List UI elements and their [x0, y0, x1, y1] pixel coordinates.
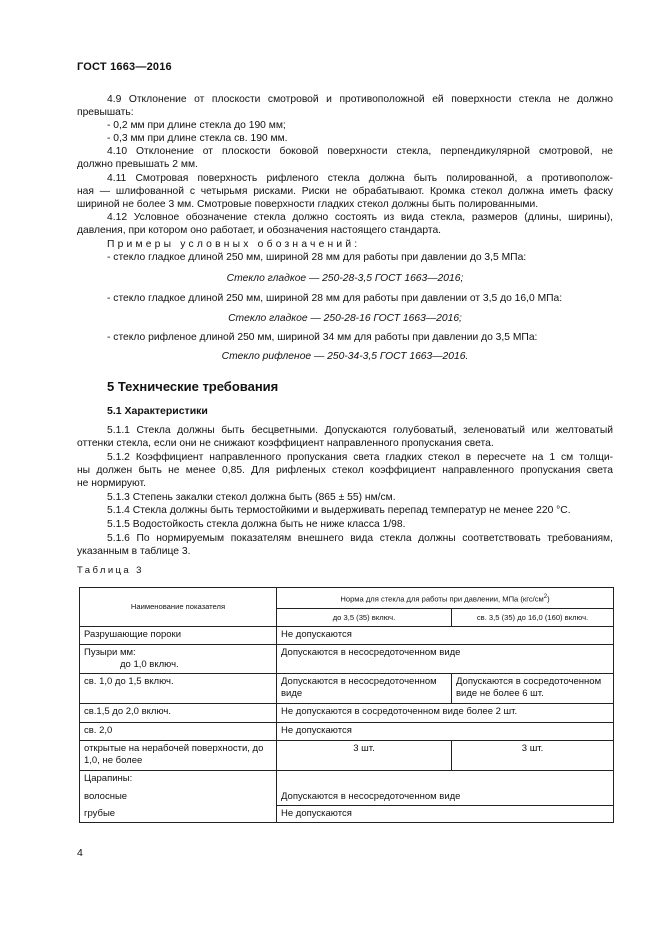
clause-5-1-1-line-2: оттенки стекла, если они не снижают коэффициент направленного пропускания света.: [77, 438, 494, 449]
table-row: [80, 674, 614, 704]
example-3-designation: Стекло рифленое — 250-34-3,5 ГОСТ 1663—2016.: [221, 351, 469, 362]
example-1-text: - стекло гладкое длиной 250 мм, шириной 28 мм для работы при давлении до 3,5 МПа:: [107, 252, 527, 263]
clause-5-1-1-line-1: 5.1.1 Стекла должны быть бесцветными. Допускаются голубоватый, зеленоватый или желтоватый: [107, 425, 613, 436]
clause-4-9-line-2: превышать:: [77, 107, 134, 118]
table-row: [80, 787, 614, 806]
table-row: [80, 723, 614, 741]
cell-bubbles-1-to-1-5-value-low: Допускаются в несосредоточенном виде: [277, 674, 452, 704]
example-3-text: - стекло рифленое длиной 250 мм, шириной 34 мм для работы при давлении до 3,5 МПа:: [107, 332, 538, 343]
example-1-designation: Стекло гладкое — 250-28-3,5 ГОСТ 1663—2016;: [226, 273, 464, 284]
clause-4-11-line-1: 4.11 Смотровая поверхность рифленого стекла должна быть полированной, а противополож-: [107, 173, 613, 184]
cell-bubbles-over-2: св. 2,0: [80, 723, 277, 741]
cell-bubbles-title: Пузыри мм:: [84, 647, 136, 658]
table-row: [80, 771, 614, 788]
cell-bubbles-up-to-1-value: Допускаются в несосредоточенном виде: [277, 645, 614, 674]
header-norm: [277, 588, 614, 609]
table-row: [80, 806, 614, 823]
clause-4-12-line-2: давления, при котором оно работает, и обозначения настоящего стандарта.: [77, 225, 442, 236]
table-row: [80, 704, 614, 723]
clause-5-1-6-line-1: 5.1.6 По нормируемым показателям внешнего вида стекла должны соответствовать требованиям,: [107, 533, 613, 544]
clause-4-10-line-1: 4.10 Отклонение от плоскости боковой поверхности стекла, перпендикулярной смотровой, не: [107, 146, 613, 157]
cell-coarse-scratches: грубые: [80, 806, 277, 823]
cell-hairline-scratches-value: Допускаются в несосредоточенном виде: [277, 787, 614, 806]
clause-5-1-2-line-3: не нормируют.: [77, 478, 146, 489]
document-code-header: ГОСТ 1663—2016: [77, 61, 172, 73]
cell-bubbles-1-5-to-2: св.1,5 до 2,0 включ.: [80, 704, 277, 723]
clause-4-9-item-2: - 0,3 мм при длине стекла св. 190 мм.: [107, 133, 288, 144]
header-norm-end: ): [547, 594, 550, 604]
cell-scratches-value: [277, 771, 614, 788]
subsection-5-1-title: 5.1 Характеристики: [107, 405, 208, 417]
cell-scratches: Царапины:: [80, 771, 277, 788]
cell-destructive-defects-value: Не допускаются: [277, 627, 614, 645]
clause-4-12-line-1: 4.12 Условное обозначение стекла должно состоять из вида стекла, размеров (длины, ширины),: [107, 212, 613, 223]
cell-bubbles-1-to-1-5: св. 1,0 до 1,5 включ.: [80, 674, 277, 704]
clause-4-10-line-2: должно превышать 2 мм.: [77, 159, 198, 170]
header-col-3-5-to-16: св. 3,5 (35) до 16,0 (160) включ.: [452, 609, 614, 627]
example-2-text: - стекло гладкое длиной 250 мм, шириной 28 мм для работы при давлении от 3,5 до 16,0 МПа:: [107, 293, 563, 304]
clause-4-9-item-1: - 0,2 мм при длине стекла до 190 мм;: [107, 120, 286, 131]
cell-bubbles-1-5-to-2-value: Не допускаются в сосредоточенном виде более 2 шт.: [277, 704, 614, 723]
cell-open-bubbles-value-high: 3 шт.: [452, 741, 614, 771]
clause-4-11-line-2: ная — шлифованной с четырьмя рисками. Риски не обрабатывают. Кромка стекол должна иметь фаску: [77, 186, 613, 197]
cell-bubbles-up-to-1: до 1,0 включ.: [120, 659, 179, 670]
clause-4-9-line-1: 4.9 Отклонение от плоскости смотровой и противоположной ей поверхности стекла не должно: [107, 94, 613, 105]
cell-destructive-defects: Разрушающие пороки: [80, 627, 277, 645]
table-row: [80, 645, 614, 674]
page-number: 4: [77, 847, 83, 859]
cell-bubbles-over-2-value: Не допускаются: [277, 723, 614, 741]
header-norm-sup: 2: [543, 593, 548, 600]
examples-heading: Примеры условных обозначений:: [107, 239, 361, 250]
clause-5-1-3: 5.1.3 Степень закалки стекол должна быть (865 ± 55) нм/см.: [107, 492, 396, 503]
cell-open-bubbles-value-low: 3 шт.: [277, 741, 452, 771]
cell-hairline-scratches: волосные: [80, 787, 277, 806]
cell-coarse-scratches-value: Не допускаются: [277, 806, 614, 823]
example-2-designation: Стекло гладкое — 250-28-16 ГОСТ 1663—2016;: [228, 313, 462, 324]
clause-5-1-4: 5.1.4 Стекла должны быть термостойкими и выдерживать перепад температур не менее 220 °С.: [107, 505, 571, 516]
clause-5-1-2-line-2: ны должен быть не менее 0,85. Для рифленых стекол коэффициент направленного пропускания света: [77, 465, 613, 476]
cell-open-bubbles: открытые на нерабочей поверхности, до 1,0, не более: [80, 741, 277, 771]
clause-4-11-line-3: шириной не более 3 мм. Смотровые поверхности гладких стекол должны быть полированными.: [77, 199, 539, 210]
clause-5-1-5: 5.1.5 Водостойкость стекла должна быть не ниже класса 1/98.: [107, 519, 406, 530]
table-3: [79, 587, 614, 823]
table-caption: Таблица 3: [77, 565, 144, 576]
header-norm-text: Норма для стекла для работы при давлении, МПа (кгс/см: [340, 594, 544, 604]
header-col-up-to-3-5: до 3,5 (35) включ.: [277, 609, 452, 627]
clause-5-1-6-line-2: указанным в таблице 3.: [77, 546, 191, 557]
table-row: [80, 741, 614, 771]
clause-5-1-2-line-1: 5.1.2 Коэффициент направленного пропускания света гладких стекол в пересчете на 1 см толщи-: [107, 452, 613, 463]
table-header-row: [80, 588, 614, 609]
section-5-title: 5 Технические требования: [107, 379, 279, 394]
cell-bubbles: [80, 645, 277, 674]
header-indicator-name: Наименование показателя: [80, 588, 277, 627]
table-row: [80, 627, 614, 645]
cell-bubbles-1-to-1-5-value-high: Допускаются в сосредоточенном виде не более 6 шт.: [452, 674, 614, 704]
